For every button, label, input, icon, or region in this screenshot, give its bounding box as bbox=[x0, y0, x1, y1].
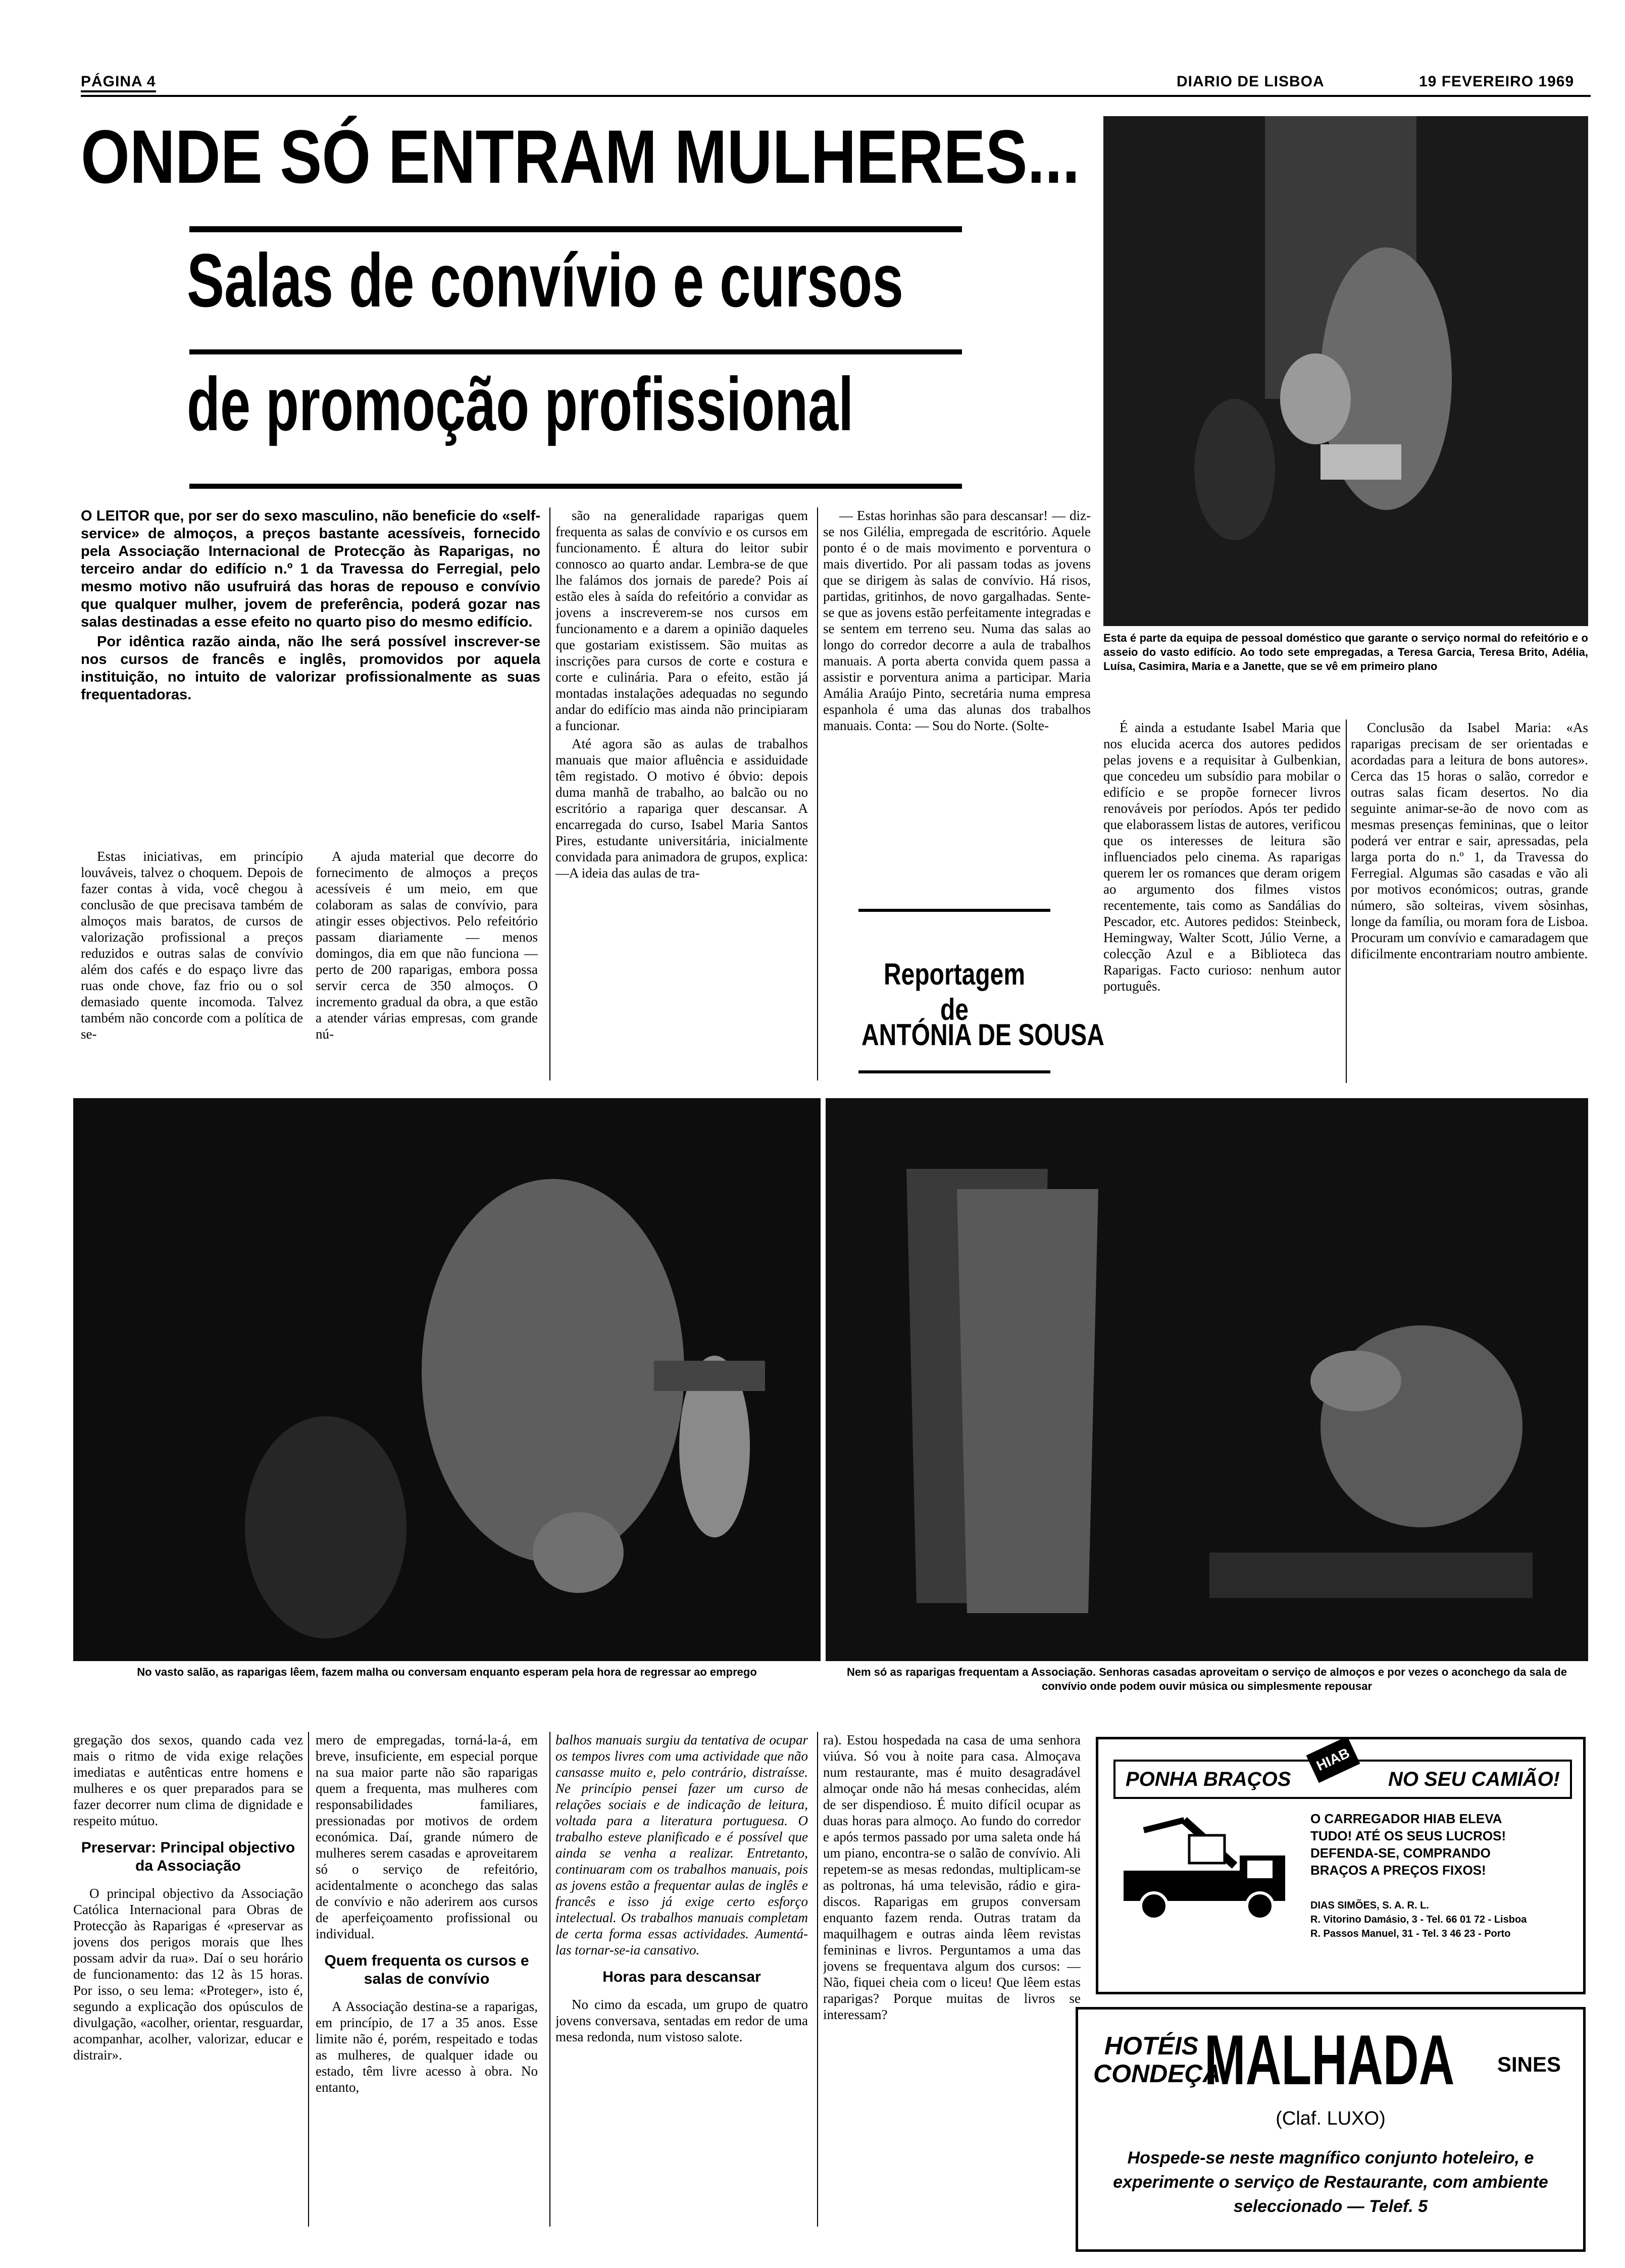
lounge-photo-image bbox=[826, 1098, 1588, 1661]
bottom-col-2 bbox=[316, 1732, 538, 2227]
body-col-1-text: Estas iniciativas, em princípio louváveis, talvez o choquem. Depois de fazer contas à vida, você chegou à conclusão de que precisava também de almoços mais baratos, de cursos de valorização profissional a preços reduzidos e outras salas de convívio além dos cafés e do espaço livre das ruas onde chove, faz frio ou o sol demasiado quente incomoda. Talvez também não concorde com a política de se- bbox=[81, 849, 303, 1042]
hotel-classification: (Claf. LUXO) bbox=[1276, 2108, 1386, 2129]
body-col-3a-text: são na generalidade raparigas quem frequenta as salas de convívio e os cursos em funcionamento. É altura do leitor subir connosco ao quarto andar. Lembra-se de que lhe falámos dos jornais de parede? Pois aí estão eles à saída do refeitório a convidar as jovens a inscreverem-se nos cursos em funcionamento e a darem a opinião daqueles que gostariam existissem. São muitas as inscrições para cursos de corte e costura e corte e culinária. Para o efeito, estão já montadas instalações adequadas no segundo andar do edifício mas ainda não principiaram a funcionar. bbox=[555, 508, 808, 733]
hotel-description: Hospede-se neste magnífico conjunto hoteleiro, e experimente o serviço de Restaurante, com ambiente seleccionado — Telef. 5 bbox=[1113, 2148, 1548, 2216]
bottom-col-1 bbox=[73, 1732, 303, 2227]
kicker-headline: ONDE SÓ ENTRAM MULHERES... bbox=[81, 114, 1080, 199]
lounge-photo-caption: Nem só as raparigas frequentam a Associação. Senhoras casadas aproveitam o serviço de almoços e por vezes o aconchego da sala de convívio onde podem ouvir música ou simplesmente repousar bbox=[846, 1666, 1567, 1692]
hiab-slogan-right: NO SEU CAMIÃO! bbox=[1388, 1768, 1560, 1790]
body-col-4-text: — Estas horinhas são para descansar! — diz-se nos Gilélia, empregada de escritório. Aquele ponto é o de mais movimento e porventura o mais divertido. Por ali passam todas as jovens que se dirigem às salas de convívio. Há risos, partidas, gritinhos, de novo gargalhadas. Sente-se que as jovens estão perfeitamente integradas e se sentem em terreno seu. Numa das salas ao longo do corredor decorre a aula de trabalhos manuais. A porta aberta convida quem passa a assistir e porventura anima a participar. Maria Amália Araújo Pinto, secretária numa empresa espanhola é uma das alunas dos trabalhos manuais. Conta: — Sou do Norte. (Solte- bbox=[823, 508, 1091, 733]
hiab-line4: BRAÇOS A PREÇOS FIXOS! bbox=[1310, 1863, 1486, 1878]
page-number: PÁGINA 4 bbox=[81, 73, 156, 92]
staff-photo-caption: Esta é parte da equipa de pessoal doméstico que garante o serviço normal do refeitório e o asseio do vasto edifício. Ao todo sete empregadas, a Teresa Garcia, Teresa Brito, Adélia, Luísa, Casimira, Maria e a Janette, que se vê em primeiro plano bbox=[1103, 632, 1588, 673]
headline-rule-3 bbox=[189, 484, 962, 489]
hotel-sines-word: SINES bbox=[1497, 2052, 1561, 2076]
bottom-col-2b-text: A Associação destina-se a raparigas, em princípio, de 17 a 35 anos. Esse limite não é, porém, respeitado e todas as mulheres, de qualquer idade ou estado, têm livre acesso à obra. No entanto, bbox=[316, 1999, 538, 2095]
subhead-horas: Horas para descansar bbox=[602, 1969, 761, 1985]
main-headline-line2: de promoção profissional bbox=[187, 362, 854, 446]
hotel-hotels-word: HOTÉIS bbox=[1104, 2032, 1199, 2060]
hiab-advertisement bbox=[1096, 1737, 1586, 1994]
byline-author: ANTÓNIA DE SOUSA bbox=[861, 1018, 1104, 1052]
body-col-5-text: É ainda a estudante Isabel Maria que nos elucida acerca dos autores pedidos pelas jovens e a requisitar à Gulbenkian, que concedeu um subsídio para mobilar o edifício e se propõe fornecer livros renováveis por períodos. Após ter pedido que elaborassem listas de autores, verificou que os interesses de leitura são influenciados pelo cinema. As raparigas querem ler os romances que deram origem ao argumento dos filmes vistos recentemente, tais como as Sandálias do Pescador, etc. Autores pedidos: Steinbeck, Hemingway, Walter Scott, Júlio Verne, a colecção Azul e a Biblioteca das Raparigas. Facto curioso: nenhum autor português. bbox=[1103, 720, 1341, 994]
hotel-condeca-word: CONDEÇA bbox=[1093, 2059, 1221, 2088]
col-divider-3 bbox=[817, 507, 818, 1080]
header-rule bbox=[81, 95, 1591, 97]
body-col-5 bbox=[1103, 719, 1341, 1083]
bottom-col-4 bbox=[823, 1732, 1081, 2227]
headline-rule-2 bbox=[189, 349, 962, 354]
salon-photo-image bbox=[73, 1098, 821, 1661]
byline-rule-bottom bbox=[858, 1070, 1050, 1073]
hiab-slogan-left: PONHA BRAÇOS bbox=[1126, 1768, 1291, 1790]
issue-date: 19 FEVEREIRO 1969 bbox=[1419, 73, 1575, 90]
staff-photo bbox=[1103, 116, 1588, 626]
col-divider-5 bbox=[1346, 719, 1347, 1083]
staff-photo-image bbox=[1103, 116, 1588, 626]
hiab-logo-text: HIAB bbox=[1314, 1745, 1352, 1774]
bottom-divider-1 bbox=[308, 1732, 309, 2227]
body-col-3b-text: Até agora são as aulas de trabalhos manuais que maior afluência e assiduidade têm registado. O motivo é óbvio: depois duma manhã de trabalho, ao balcão ou no escritório a rapariga quer descansar. A encarregada do curso, Isabel Maria Santos Pires, estudante universitária, inicialmente convidada para animadora de grupos, explica: —A ideia das aulas de tra- bbox=[555, 736, 808, 881]
crane-truck-icon bbox=[1113, 1810, 1295, 1926]
salon-photo bbox=[73, 1098, 821, 1661]
bottom-col-3a-text: balhos manuais surgiu da tentativa de ocupar os tempos livres com uma actividade que não cansasse muito e, pelo contrário, distraísse. Ne princípio pensei fazer um curso de relações sociais e de indicação de leitura, voltada para a literatura portuguesa. O trabalho esteve planificado e é possível que ainda se venha a realizar. Entretanto, continuaram com os trabalhos manuais, pois as jovens estão a frequentar aulas de inglês e francês e isso já exige certo esforço intelectual. Os trabalhos manuais completam de certa forma essas actividades. Aumentá-las tornar-se-ia cansativo. bbox=[555, 1732, 808, 1957]
col-divider-2 bbox=[549, 507, 550, 1080]
body-col-4 bbox=[823, 507, 1091, 901]
headline-rule-1 bbox=[189, 226, 962, 232]
hiab-address-lisboa: R. Vitorino Damásio, 3 - Tel. 66 01 72 - Lisboa bbox=[1310, 1914, 1527, 1925]
lead-paragraph bbox=[81, 507, 540, 831]
hotel-brand-block bbox=[1093, 2032, 1221, 2088]
body-col-2-text: A ajuda material que decorre do fornecimento de almoços a preços acessíveis é um meio, em que colaboram as salas de convívio, para atingir esses objectivos. Pelo refeitório passam diariamente — menos domingos, dia em que não funciona — perto de 200 raparigas, embora possa servir cerca de 350 almoços. O incremento gradual da obra, a que estão a atender várias empresas, com grande nú- bbox=[316, 849, 538, 1042]
subhead-preservar: Preservar: Principal objectivo da Associação bbox=[81, 1839, 295, 1874]
bottom-col-2a-text: mero de empregadas, torná-la-á, em breve, insuficiente, em especial porque na sua maior parte não são raparigas quem a frequenta, mas mulheres com responsabilidades familiares, pressionadas por motivos de ordem económica. Daí, grande número de mulheres serem casadas e aproveitarem só o serviço de refeitório, acidentalmente o aconchego das salas de convívio e não aderirem aos cursos de aperfeiçoamento profissional ou individual. bbox=[316, 1732, 538, 1941]
body-col-1 bbox=[81, 848, 303, 1080]
bottom-divider-2 bbox=[549, 1732, 550, 2227]
body-col-3 bbox=[555, 507, 808, 1080]
hiab-company: DIAS SIMÕES, S. A. R. L. bbox=[1310, 1900, 1429, 1911]
hiab-line3: DEFENDA-SE, COMPRANDO bbox=[1310, 1845, 1491, 1861]
bottom-col-1b-text: O principal objectivo da Associação Católica Internacional para Obras de Protecção às Raparigas é «preservar as jovens dos perigos morais que lhes possam advir da rua». Daí o seu horário de funcionamento: das 12 às 15 horas. Por isso, o seu lema: «Proteger», isto é, segundo a explicação dos opúsculos de divulgação, «acolher, orientar, resguardar, acompanhar, acolher, valorizar, educar e distrair». bbox=[73, 1886, 303, 2063]
byline-rule-top bbox=[858, 909, 1050, 912]
hiab-line2: TUDO! ATÉ OS SEUS LUCROS! bbox=[1310, 1828, 1506, 1843]
hotel-malhada-name: MALHADA bbox=[1204, 2020, 1455, 2099]
lead-p1: O LEITOR que, por ser do sexo masculino, não beneficie do «self-service» de almoços, a preços bastante acessíveis, fornecido pela Associação Internacional de Protecção às Raparigas, no terceiro andar do edifício n.º 1 da Travessa do Ferregial, pelo mesmo motivo não usufruirá das horas de repouso e convívio que qualquer mulher, jovem de preferência, poderá gozar nas salas destinadas a esse efeito no quarto piso do mesmo edifício. bbox=[81, 508, 540, 630]
main-headline-line1: Salas de convívio e cursos bbox=[187, 238, 903, 323]
hiab-line1: O CARREGADOR HIAB ELEVA bbox=[1310, 1811, 1502, 1826]
hotel-advertisement bbox=[1076, 2007, 1586, 2252]
bottom-col-3 bbox=[555, 1732, 808, 2227]
bottom-col-1a-text: gregação dos sexos, quando cada vez mais o ritmo de vida exige relações imediatas e autênticas entre homens e mulheres e os quer preparados para se fazer decorrer num clima de dignidade e respeito mútuo. bbox=[73, 1732, 303, 1828]
lounge-photo bbox=[826, 1098, 1588, 1661]
hiab-address-porto: R. Passos Manuel, 31 - Tel. 3 46 23 - Porto bbox=[1310, 1928, 1511, 1939]
body-col-6-text: Conclusão da Isabel Maria: «As raparigas precisam de ser orientadas e acordadas para a leitura de bons autores». Cerca das 15 horas o salão, corredor e outras salas ficam desertos. No dia seguinte animar-se-ão de novo com as mesmas presenças femininas, que o leitor poderá ver entrar e sair, apressadas, pela larga porta do n.º 1, da Travessa do Ferregial. Algumas são casadas e vão ali por motivos económicos; outras, grande número, são solteiras, vivem sòsinhas, longe da família, ou moram fora de Lisboa. Procuram um convívio e camaradagem que dificilmente encontrariam noutro ambiente. bbox=[1351, 720, 1588, 961]
bottom-divider-3 bbox=[817, 1732, 818, 2227]
bottom-col-4-text: ra). Estou hospedada na casa de uma senhora viúva. Só vou à noite para casa. Almoçava num restaurante, mas é muito desagradável almoçar onde não há mesas conhecidas, além de ser dispendioso. É muito difícil ocupar as duas horas para almoço. Ao fundo do corredor e após termos passado por uma saleta onde há um piano, encontra-se o salão de convívio. Ali repetem-se as mesas redondas, multiplicam-se as poltronas, há uma televisão, rádio e gira-discos. Raparigas em grupos conversam enquanto fazem renda. Outras tratam da maquilhagem e outras ainda lêem revistas femininas e livros. Perguntamos a uma das jovens se frequentava algum dos cursos: — Não, fiquei cheia com o liceu! Que lêem estas raparigas? Porque muitas de livros se interessam? bbox=[823, 1732, 1081, 2022]
byline-label: Reportagem de bbox=[883, 957, 1026, 1026]
subhead-quem-frequenta: Quem frequenta os cursos e salas de convívio bbox=[324, 1952, 529, 1987]
body-col-2 bbox=[316, 848, 538, 1080]
hiab-dealer bbox=[1310, 1898, 1573, 1941]
salon-photo-caption: No vasto salão, as raparigas lêem, fazem malha ou conversam enquanto esperam pela hora de regressar ao emprego bbox=[137, 1666, 757, 1678]
hiab-copy bbox=[1310, 1810, 1573, 1879]
lead-p2: Por idêntica razão ainda, não lhe será possível inscrever-se nos cursos de francês e inglês, promovidos por aquela instituição, no intuito de valorizar profissionalmente as suas frequentadoras. bbox=[81, 634, 540, 703]
body-col-6 bbox=[1351, 719, 1588, 1083]
bottom-col-3b-text: No cimo da escada, um grupo de quatro jovens conversava, sentadas em redor de uma mesa redonda, num vistoso salote. bbox=[555, 1997, 808, 2044]
newspaper-name: DIARIO DE LISBOA bbox=[1177, 73, 1325, 90]
